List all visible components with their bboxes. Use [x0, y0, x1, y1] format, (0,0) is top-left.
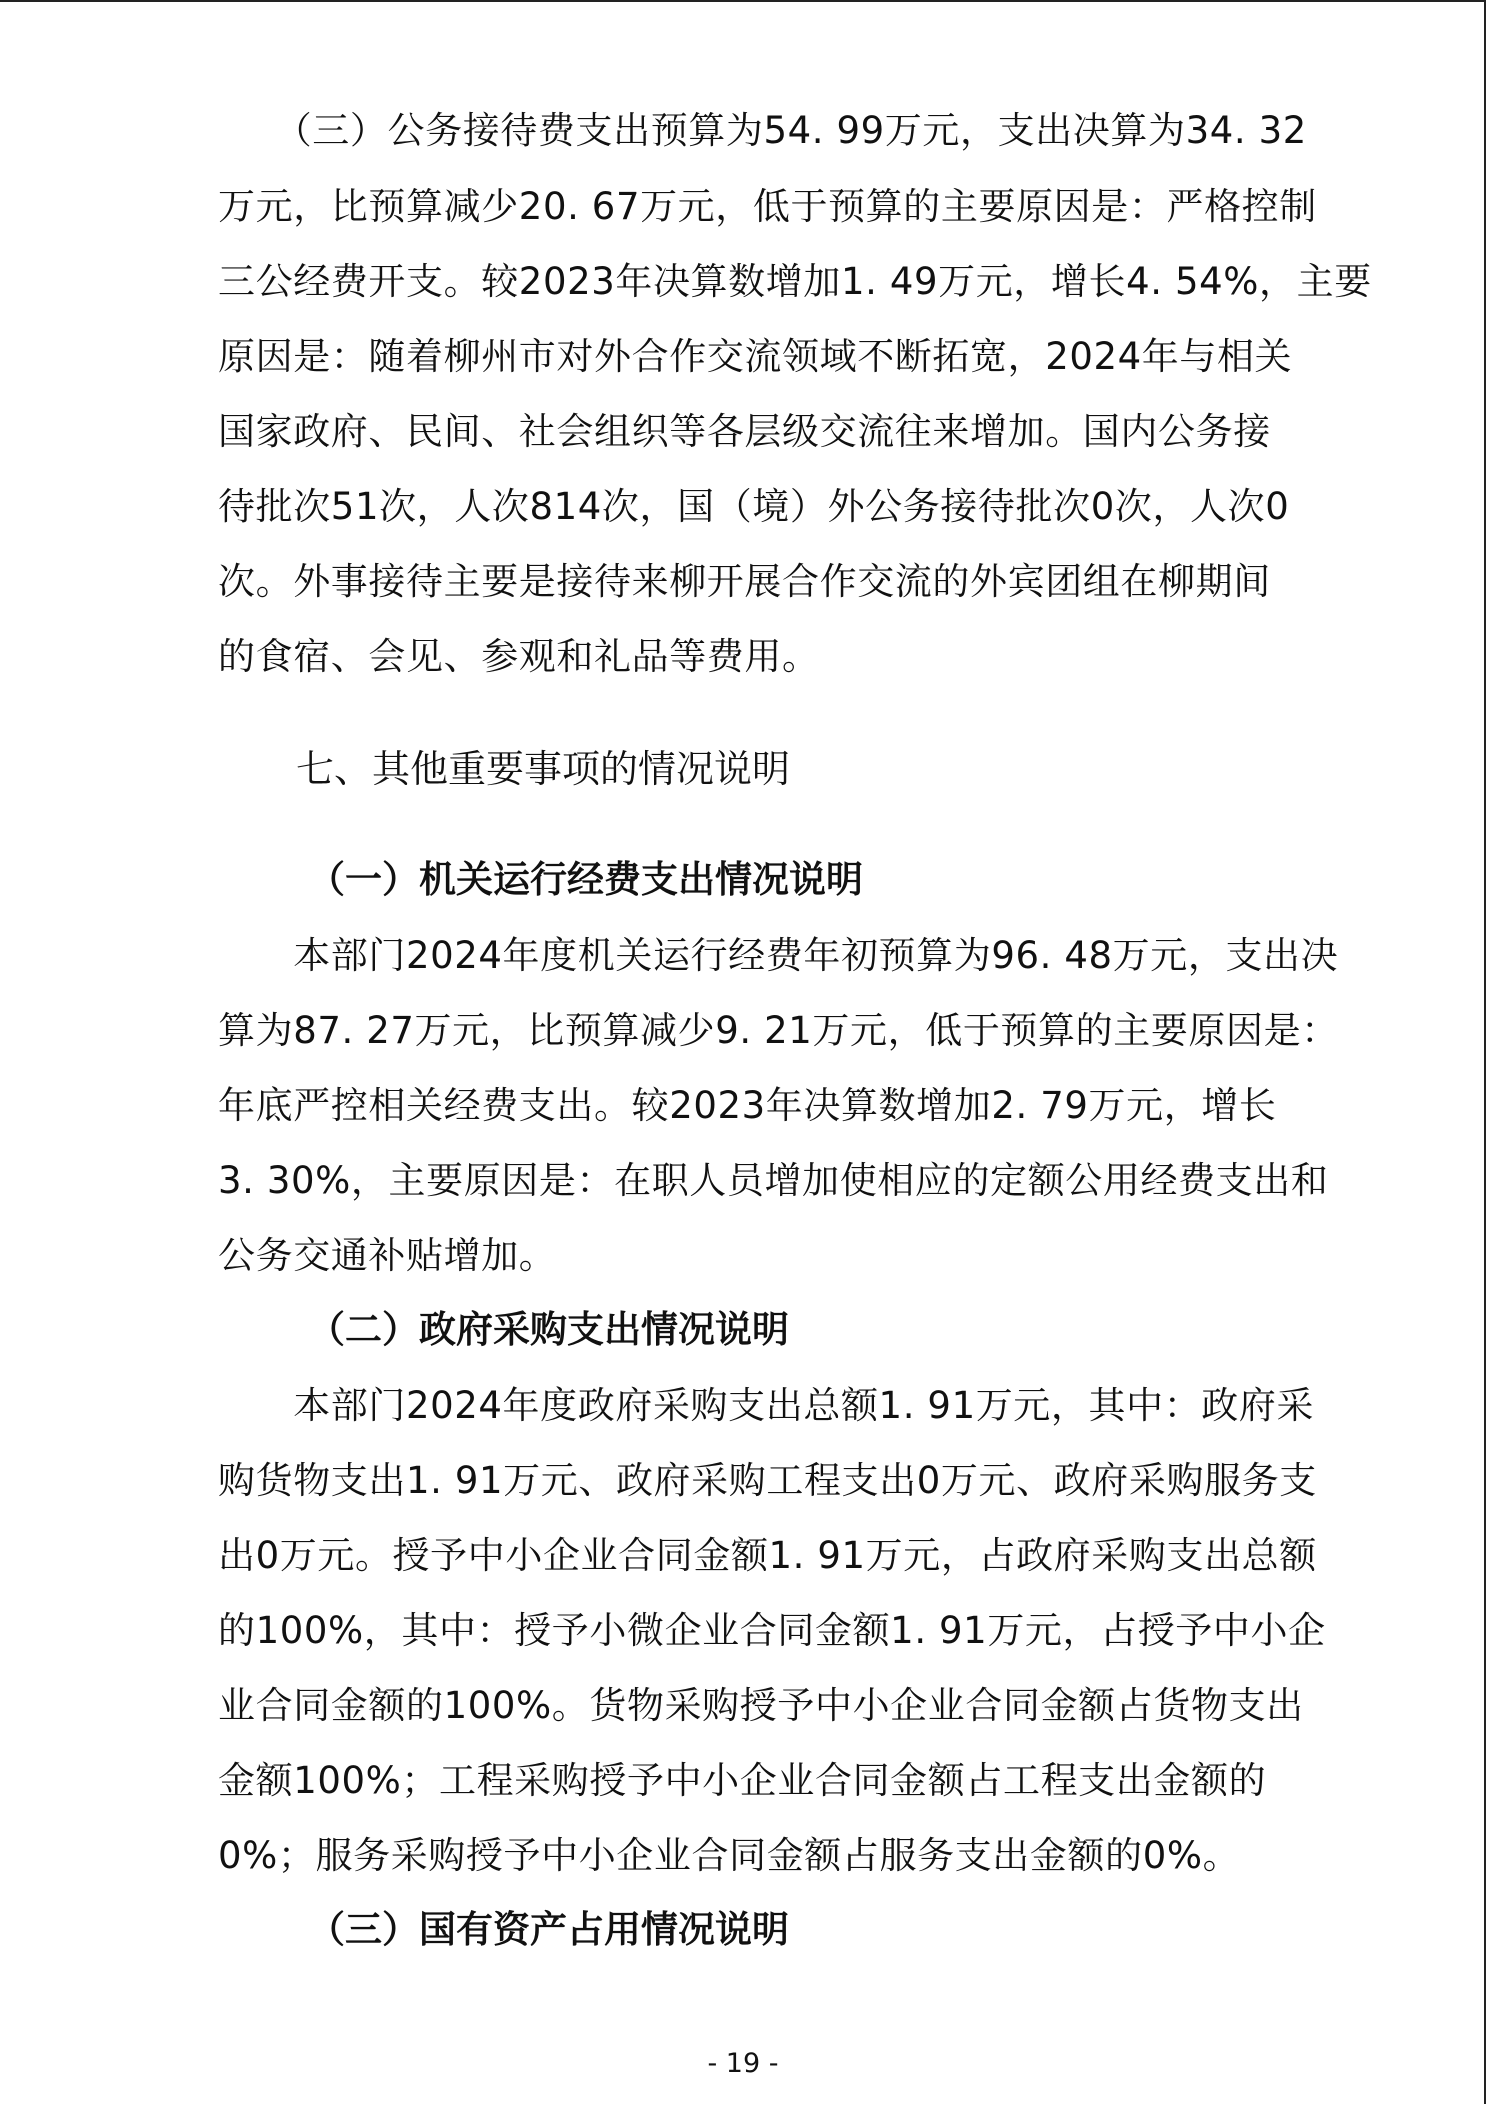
section-heading: 七、其他重要事项的情况说明: [296, 747, 791, 791]
page-number: - 19 -: [707, 2048, 779, 2079]
paragraph-line: 的食宿、会见、参观和礼品等费用。: [218, 635, 820, 678]
paragraph-line: 业合同金额的100%。货物采购授予中小企业合同金额占货物支出: [218, 1684, 1304, 1727]
paragraph-line: 出0万元。授予中小企业合同金额1. 91万元，占政府采购支出总额: [218, 1534, 1317, 1577]
subsection-heading: （三）国有资产占用情况说明: [308, 1908, 789, 1951]
subsection-heading: （一）机关运行经费支出情况说明: [308, 858, 863, 901]
paragraph-line: 三公经费开支。较2023年决算数增加1. 49万元，增长4. 54%，主要: [218, 260, 1372, 303]
paragraph-line: 原因是：随着柳州市对外合作交流领域不断拓宽，2024年与相关: [218, 335, 1293, 378]
paragraph-line: 0%；服务采购授予中小企业合同金额占服务支出金额的0%。: [218, 1834, 1241, 1877]
paragraph-line: 算为87. 27万元，比预算减少9. 21万元，低于预算的主要原因是：: [218, 1009, 1339, 1052]
paragraph-line: 本部门2024年度政府采购支出总额1. 91万元，其中：政府采: [218, 1384, 1315, 1427]
paragraph-line: 年底严控相关经费支出。较2023年决算数增加2. 79万元，增长: [218, 1084, 1277, 1127]
paragraph-line: （三）公务接待费支出预算为54. 99万元，支出决算为34. 32: [218, 109, 1307, 152]
paragraph-line: 万元，比预算减少20. 67万元，低于预算的主要原因是：严格控制: [218, 185, 1317, 228]
paragraph-line: 国家政府、民间、社会组织等各层级交流往来增加。国内公务接: [218, 410, 1271, 453]
paragraph-line: 待批次51次，人次814次，国（境）外公务接待批次0次，人次0: [218, 485, 1290, 528]
paragraph-line: 金额100%；工程采购授予中小企业合同金额占工程支出金额的: [218, 1759, 1267, 1802]
paragraph-line: 次。外事接待主要是接待来柳开展合作交流的外宾团组在柳期间: [218, 560, 1271, 603]
paragraph-line: 公务交通补贴增加。: [218, 1234, 557, 1277]
subsection-heading: （二）政府采购支出情况说明: [308, 1308, 789, 1351]
paragraph-line: 3. 30%，主要原因是：在职人员增加使相应的定额公用经费支出和: [218, 1159, 1329, 1202]
paragraph-line: 本部门2024年度机关运行经费年初预算为96. 48万元，支出决: [218, 934, 1339, 977]
paragraph-line: 的100%，其中：授予小微企业合同金额1. 91万元，占授予中小企: [218, 1609, 1326, 1652]
paragraph-line: 购货物支出1. 91万元、政府采购工程支出0万元、政府采购服务支: [218, 1459, 1317, 1502]
